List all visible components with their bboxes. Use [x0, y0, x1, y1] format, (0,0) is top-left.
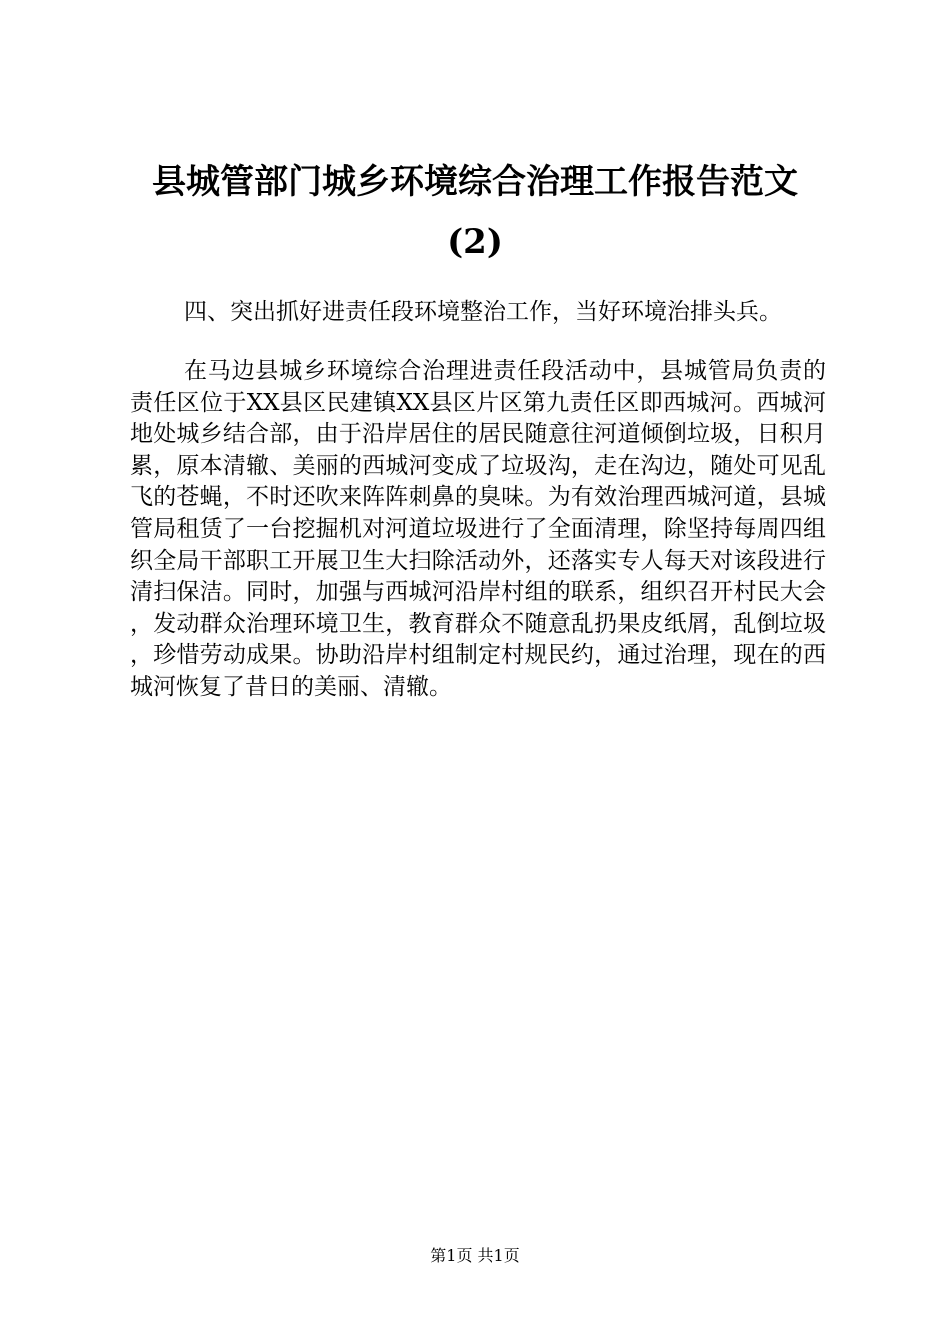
page-footer: 第1页 共1页: [430, 1246, 520, 1265]
document-title-suffix: (2): [447, 222, 503, 262]
section-heading: 四、突出抓好进责任段环境整治工作，当好环境治排头兵。: [184, 299, 782, 325]
body-paragraph: 在马边县城乡环境综合治理进责任段活动中，县城管局负责的责任区位于XX县区民建镇XX县区片区第九责任区即西城河。西城河地处城乡结合部，由于沿岸居住的居民随意往河道倾倒垃圾，日积月累，原本清辙、美丽的西城河变成了垃圾沟，走在沟边，随处可见乱飞的苍蝇，不时还吹来阵阵刺鼻的臭味。为有效治理西城河道，县城管局租赁了一台挖掘机对河道垃圾进行了全面清理，除坚持每周四组织全局干部职工开展卫生大扫除活动外，还落实专人每天对该段进行清扫保洁。同时，加强与西城河沿岸村组的联系，组织召开村民大会，发动群众治理环境卫生，教育群众不随意乱扔果皮纸屑，乱倒垃圾，珍惜劳动成果。协助沿岸村组制定村规民约，通过治理，现在的西城河恢复了昔日的美丽、清辙。: [130, 358, 826, 700]
document-title: 县城管部门城乡环境综合治理工作报告范文: [152, 162, 798, 202]
